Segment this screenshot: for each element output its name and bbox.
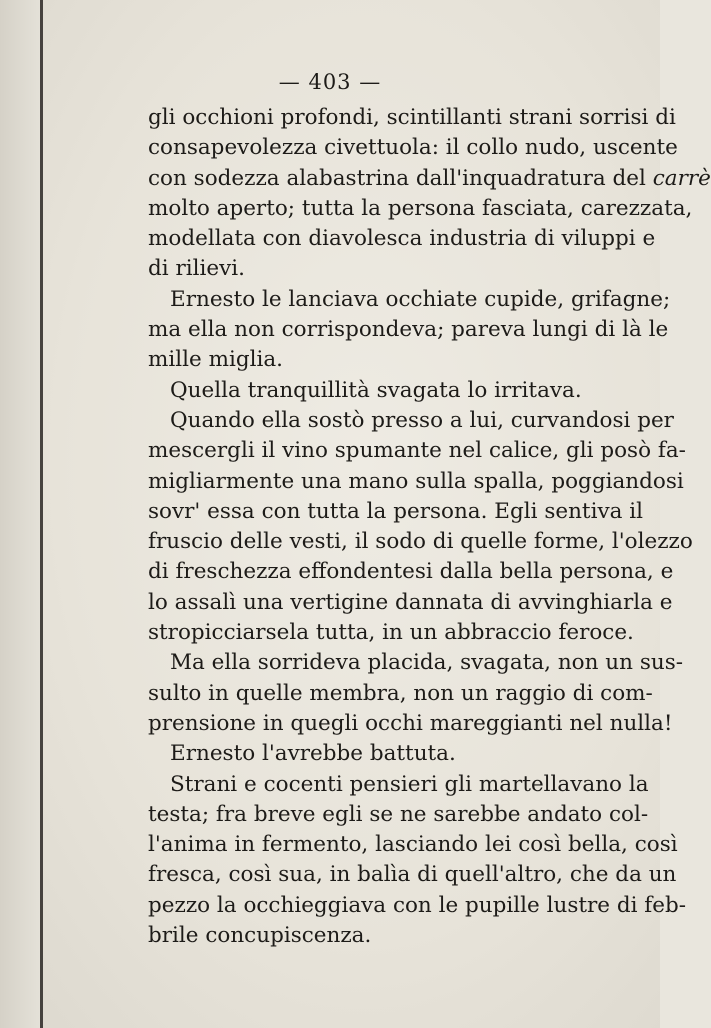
page-number: — 403 — xyxy=(278,70,382,94)
text-line: consapevolezza civettuola: il collo nudo, uscente xyxy=(148,135,678,161)
text-line: di freschezza effondentesi dalla bella persona, e xyxy=(148,559,674,585)
italic-word: carrè xyxy=(652,165,711,191)
text-line: Ernesto l'avrebbe battuta. xyxy=(170,741,456,767)
text-line: prensione in quegli occhi mareggianti nel nulla! xyxy=(148,710,673,736)
text-line: Ma ella sorrideva placida, svagata, non un sus- xyxy=(170,650,683,676)
text-line: lo assalì una vertigine dannata di avvinghiarla e xyxy=(148,589,673,615)
text-line: brile concupiscenza. xyxy=(148,923,372,949)
text-line: sovr' essa con tutta la persona. Egli sentiva il xyxy=(148,498,643,524)
text-line: Ernesto le lanciava occhiate cupide, grifagne; xyxy=(170,286,671,312)
text-line: Strani e cocenti pensieri gli martellavano la xyxy=(170,771,649,797)
text-line: l'anima in fermento, lasciando lei così bella, così xyxy=(148,832,678,858)
text-line: sulto in quelle membra, non un raggio di com- xyxy=(148,680,653,706)
text-line: modellata con diavolesca industria di viluppi e xyxy=(148,226,656,252)
text-line: Quando ella sostò presso a lui, curvandosi per xyxy=(170,407,674,433)
text-line: stropicciarsela tutta, in un abbraccio feroce. xyxy=(148,620,634,646)
text-line: molto aperto; tutta la persona fasciata, carezzata, xyxy=(148,195,693,221)
text-line: mille miglia. xyxy=(148,347,284,373)
text-line: con sodezza alabastrina dall'inquadratura del carrè xyxy=(148,165,711,191)
text-line: pezzo la occhieggiava con le pupille lustre di feb- xyxy=(148,892,687,918)
text-line: gli occhioni profondi, scintillanti strani sorrisi di xyxy=(148,105,676,130)
text-line: testa; fra breve egli se ne sarebbe andato col- xyxy=(148,801,649,827)
text-line: di rilievi. xyxy=(148,256,245,282)
text-line: Quella tranquillità svagata lo irritava. xyxy=(170,377,582,403)
body-text xyxy=(148,103,711,951)
text-line: mescergli il vino spumante nel calice, gli posò fa- xyxy=(148,438,686,464)
binding-shadow xyxy=(0,0,40,1028)
binding-edge xyxy=(40,0,43,1028)
text-line: ma ella non corrispondeva; pareva lungi di là le xyxy=(148,317,669,343)
text-line: fresca, così sua, in balìa di quell'altro, che da un xyxy=(148,862,677,888)
text-line: fruscio delle vesti, il sodo di quelle forme, l'olezzo xyxy=(148,529,693,555)
text-line: migliarmente una mano sulla spalla, poggiandosi xyxy=(148,468,684,494)
